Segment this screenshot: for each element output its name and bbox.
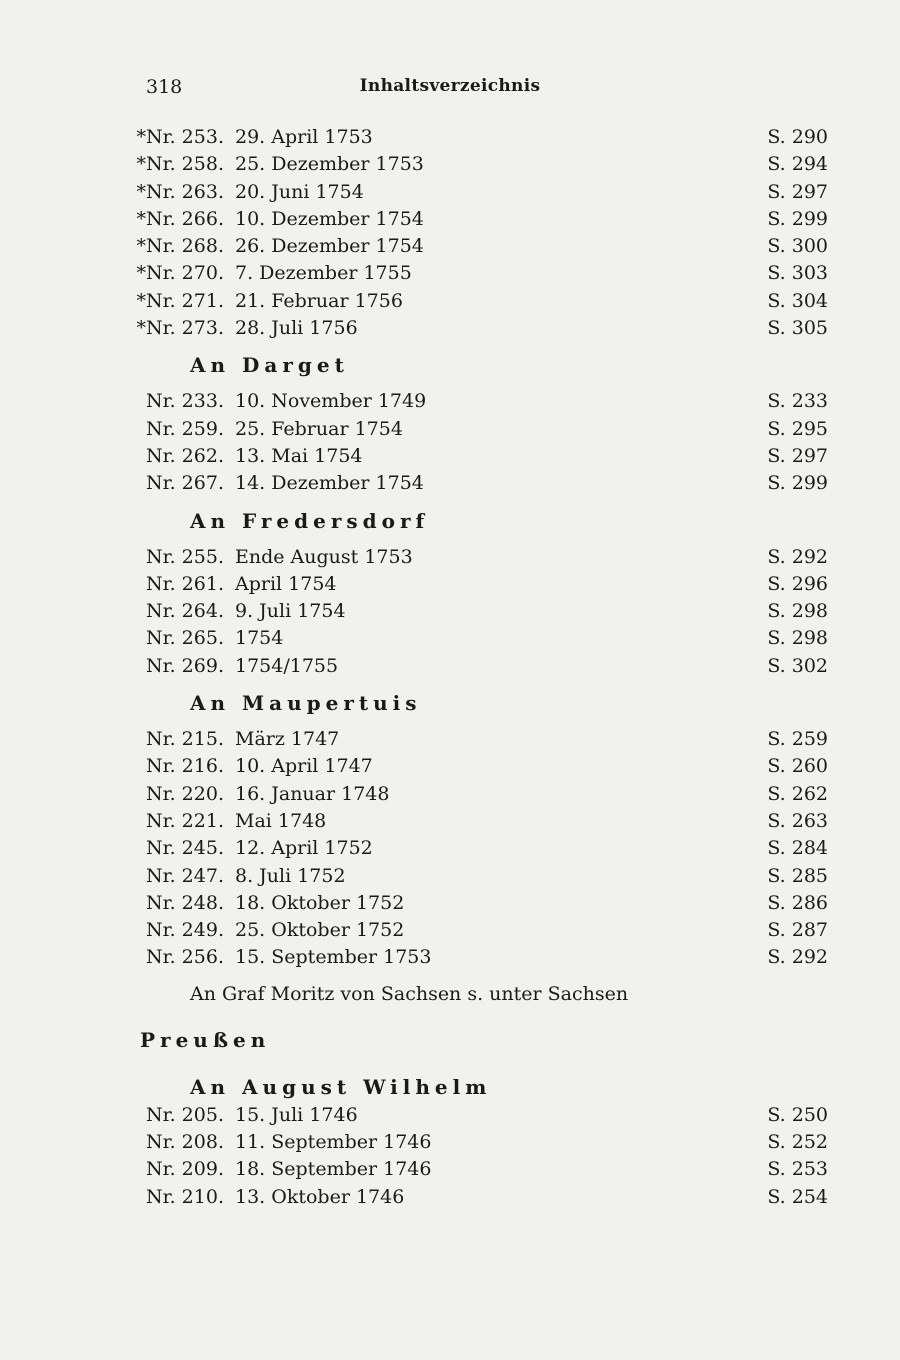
letter-number: Nr. 262.: [145, 444, 224, 467]
letter-number: Nr. 259.: [145, 417, 224, 440]
page-reference: S. 300: [767, 235, 828, 258]
letter-date: 18. Oktober 1752: [235, 891, 405, 914]
toc-entry: [0, 781, 900, 808]
page-reference: S. 252: [767, 1131, 828, 1154]
entry-group: [0, 726, 900, 972]
letter-date: 8. Juli 1752: [235, 864, 346, 887]
letter-number: Nr. 205.: [145, 1103, 224, 1126]
page-reference: S. 304: [767, 289, 828, 312]
letter-date: 15. Juli 1746: [235, 1103, 358, 1126]
page-reference: S. 295: [767, 417, 828, 440]
letter-number: *Nr. 273.: [136, 317, 224, 340]
letter-number: *Nr. 258.: [136, 153, 224, 176]
page-reference: S. 297: [767, 444, 828, 467]
toc-entry: [0, 944, 900, 971]
letter-number: *Nr. 266.: [136, 207, 224, 230]
toc-entry: [0, 835, 900, 862]
page-reference: S. 233: [767, 390, 828, 413]
letter-date: 1754: [235, 627, 284, 650]
toc-entry: [0, 179, 900, 206]
letter-date: 7. Dezember 1755: [235, 262, 412, 285]
page-reference: S. 302: [767, 654, 828, 677]
group-heading-maupertuis: An Maupertuis: [190, 691, 422, 716]
letter-number: Nr. 247.: [145, 864, 224, 887]
running-head: Inhaltsverzeichnis: [359, 76, 541, 96]
letter-number: *Nr. 270.: [136, 262, 224, 285]
letter-date: 13. Mai 1754: [235, 444, 363, 467]
letter-number: *Nr. 268.: [136, 235, 224, 258]
letter-number: *Nr. 253.: [136, 126, 224, 148]
letter-date: Ende August 1753: [235, 545, 413, 568]
page-reference: S. 305: [767, 317, 828, 340]
page-reference: S. 299: [767, 207, 828, 230]
page-reference: S. 287: [767, 919, 828, 942]
toc-entry: [0, 233, 900, 260]
letter-number: *Nr. 263.: [136, 180, 224, 203]
letter-date: 14. Dezember 1754: [235, 472, 424, 495]
page-reference: S. 292: [767, 545, 828, 568]
letter-date: 13. Oktober 1746: [235, 1185, 405, 1208]
toc-entry: [0, 1129, 900, 1156]
page-number: 318: [146, 76, 183, 98]
toc-entry: [0, 726, 900, 753]
toc-entry: [0, 1102, 900, 1129]
letter-number: Nr. 209.: [145, 1158, 224, 1181]
toc-entry: [0, 1156, 900, 1183]
toc-entry: [0, 151, 900, 178]
letter-number: Nr. 210.: [145, 1185, 224, 1208]
letter-date: 26. Dezember 1754: [235, 235, 424, 258]
letter-date: 1754/1755: [235, 654, 339, 677]
letter-number: Nr. 255.: [145, 545, 224, 568]
letter-number: Nr. 221.: [145, 809, 224, 832]
toc-entry: [0, 571, 900, 598]
page-reference: S. 260: [767, 755, 828, 778]
letter-number: Nr. 233.: [145, 390, 224, 413]
letter-number: Nr. 261.: [145, 572, 224, 595]
letter-date: März 1747: [235, 728, 340, 751]
toc-entry: [0, 260, 900, 287]
entry-group: [0, 388, 900, 497]
page-reference: S. 298: [767, 600, 828, 623]
entry-group: [0, 544, 900, 680]
letter-number: Nr. 265.: [145, 627, 224, 650]
letter-date: 29. April 1753: [235, 126, 373, 148]
letter-date: 25. Oktober 1752: [235, 919, 405, 942]
toc-entry: [0, 206, 900, 233]
page-reference: S. 262: [767, 782, 828, 805]
letter-number: Nr. 256.: [145, 946, 224, 969]
page-reference: S. 303: [767, 262, 828, 285]
toc-entry: [0, 863, 900, 890]
toc-entry: [0, 443, 900, 470]
letter-date: 28. Juli 1756: [235, 317, 358, 340]
page-reference: S. 254: [767, 1185, 828, 1208]
entry-group: [0, 124, 900, 342]
letter-number: Nr. 215.: [145, 728, 224, 751]
section-heading-preussen: Preußen: [140, 1027, 271, 1052]
letter-number: *Nr. 271.: [136, 289, 224, 312]
page-reference: S. 296: [767, 572, 828, 595]
letter-date: 16. Januar 1748: [235, 782, 390, 805]
toc-entry: [0, 470, 900, 497]
group-heading-august-wilhelm: An August Wilhelm: [190, 1074, 492, 1099]
letter-date: Mai 1748: [235, 809, 327, 832]
letter-date: 25. Dezember 1753: [235, 153, 424, 176]
toc-entry: [0, 544, 900, 571]
toc-entry: [0, 598, 900, 625]
page-reference: S. 298: [767, 627, 828, 650]
toc-entry: [0, 653, 900, 680]
toc-entry: [0, 1184, 900, 1211]
letter-number: Nr. 269.: [145, 654, 224, 677]
cross-reference: An Graf Moritz von Sachsen s. unter Sachsen: [190, 982, 629, 1005]
page-reference: S. 292: [767, 946, 828, 969]
entry-group: [0, 1102, 900, 1211]
group-heading-fredersdorf: An Fredersdorf: [190, 508, 430, 533]
page-reference: S. 259: [767, 728, 828, 751]
letter-date: 9. Juli 1754: [235, 600, 346, 623]
toc-entry: [0, 753, 900, 780]
letter-date: 21. Februar 1756: [235, 289, 403, 312]
letter-date: 10. Dezember 1754: [235, 207, 424, 230]
table-of-contents: [0, 124, 900, 1211]
page-reference: S. 250: [767, 1103, 828, 1126]
letter-date: 15. September 1753: [235, 946, 432, 969]
page-reference: S. 286: [767, 891, 828, 914]
letter-number: Nr. 216.: [145, 755, 224, 778]
letter-date: 10. April 1747: [235, 755, 373, 778]
letter-number: Nr. 267.: [145, 472, 224, 495]
letter-date: 11. September 1746: [235, 1131, 432, 1154]
letter-date: 18. September 1746: [235, 1158, 432, 1181]
toc-entry: [0, 625, 900, 652]
toc-entry: [0, 416, 900, 443]
toc-entry: [0, 388, 900, 415]
page-reference: S. 284: [767, 837, 828, 860]
letter-date: 10. November 1749: [235, 390, 427, 413]
toc-entry: [0, 808, 900, 835]
letter-number: Nr. 245.: [145, 837, 224, 860]
page-reference: S. 297: [767, 180, 828, 203]
page-reference: S. 299: [767, 472, 828, 495]
toc-entry: [0, 917, 900, 944]
letter-date: April 1754: [235, 572, 337, 595]
letter-date: 12. April 1752: [235, 837, 373, 860]
page-reference: S. 253: [767, 1158, 828, 1181]
letter-number: Nr. 220.: [145, 782, 224, 805]
toc-entry: [0, 124, 900, 151]
page-reference: S. 294: [767, 153, 828, 176]
letter-date: 20. Juni 1754: [235, 180, 364, 203]
letter-number: Nr. 249.: [145, 919, 224, 942]
letter-number: Nr. 248.: [145, 891, 224, 914]
group-heading-darget: An Darget: [190, 353, 349, 378]
toc-entry: [0, 315, 900, 342]
letter-date: 25. Februar 1754: [235, 417, 403, 440]
toc-entry: [0, 288, 900, 315]
page-reference: S. 263: [767, 809, 828, 832]
letter-number: Nr. 208.: [145, 1131, 224, 1154]
page-reference: S. 285: [767, 864, 828, 887]
page-reference: S. 290: [767, 126, 828, 148]
letter-number: Nr. 264.: [145, 600, 224, 623]
toc-entry: [0, 890, 900, 917]
